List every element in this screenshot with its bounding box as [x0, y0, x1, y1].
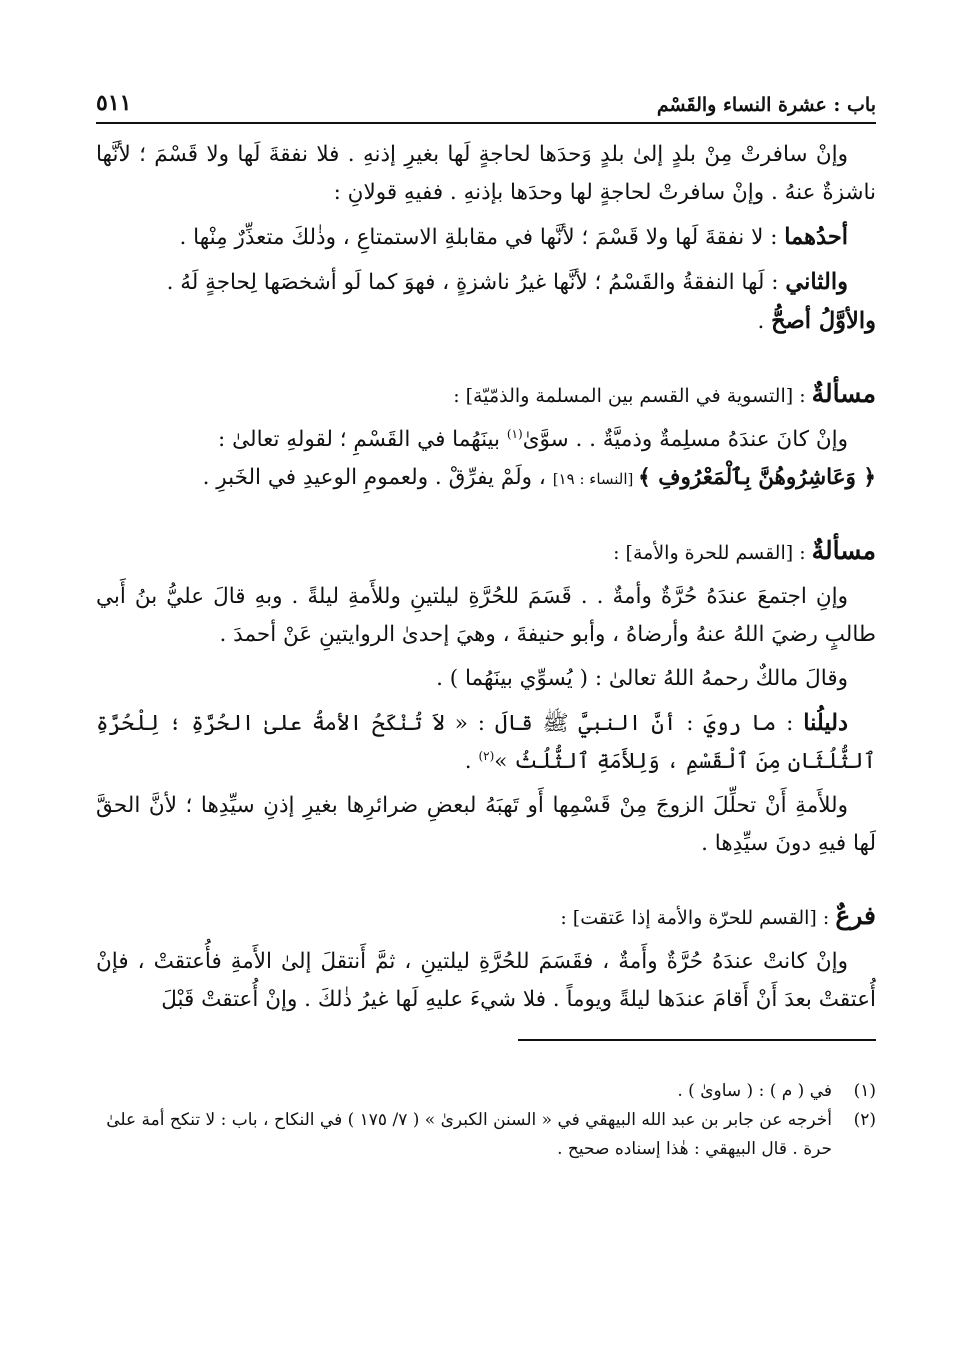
paragraph-travel [96, 136, 876, 212]
paragraph-line: وإنْ سافرتْ مِنْ بلدٍ إلىٰ بلدٍ وَحدَها لحاجةٍ لَها بغيرِ إذنهِ . فلا نفقةَ لَها ولا قَسْمَ ؛ [139, 142, 848, 167]
paragraph-second-opinion [96, 263, 876, 341]
section-heading-far [96, 897, 876, 937]
footnote-text: في ( م ) : ( ساوىٰ ) . [677, 1081, 832, 1101]
far-title: : [القسم للحرّة والأمة إذا عَتقت] : [560, 907, 836, 929]
footnote-ref-1: (١) [506, 426, 523, 441]
paragraph-malik-view: وقالَ مالكٌ رحمهُ اللهُ تعالىٰ : ( يُسوِّي بينَهُما ) . [436, 666, 848, 691]
page-number: ٥١١ [96, 90, 132, 116]
section-heading-masala-1 [96, 375, 876, 415]
preferred-opinion-end: . [757, 309, 772, 334]
first-opinion-text: : لا نفقةَ لَها ولا قَسْمَ ؛ لأنَّها في مقابلةِ الاستمتاعِ ، وذٰلكَ متعذِّرٌ مِنْها . [179, 225, 785, 250]
chapter-title: باب : عشرة النساء والقَسْم [656, 94, 876, 116]
footnote-number: (٢) [853, 1110, 876, 1130]
far-word: فرعٌ [835, 901, 876, 930]
masala-word: مسألةٌ [811, 379, 876, 408]
evidence-text: : ما رويَ : أنَّ النبيَّ ﷺ قالَ : « لاَ تُنْكَحُ الأمةُ علىٰ الحُرَّةِ ؛ لِلْحُرَّةِ ٱلثُّلُثَانِ مِنَ ٱلْقَسْمِ ، وَلِلأَمَةِ ٱلثُّلُثُ » [96, 711, 876, 774]
evidence-label: دليلُنا [803, 710, 849, 736]
section-heading-masala-2 [96, 532, 876, 572]
verse-citation: [النساء : ١٩] [552, 470, 639, 488]
paragraph-emancipation: وإنْ كانتْ عندَهُ حُرَّةٌ وأَمةٌ ، فقَسَمَ للحُرَّةِ ليلتينِ ، ثمَّ أَنتقلَ إلىٰ الأَمةِ فأُعتقتْ ، فإنْ أُعتقتْ بعدَ أَنْ أَقامَ عندَها ليلةً ويوماً . فلا شيءَ عليهِ لَها غيرُ ذٰلكَ . وإنْ أُعتقتْ قَبْلَ [96, 949, 876, 1012]
preferred-opinion: والأوَّلُ أصحُّ [771, 308, 876, 334]
footnote-ref-2: (٢) [478, 748, 495, 763]
main-text [96, 136, 876, 1164]
footnote-divider [518, 1039, 876, 1041]
footnote-number: (١) [853, 1081, 876, 1101]
footnote-2 [96, 1106, 876, 1164]
masala-title: : [القسم للحرة والأمة] : [613, 542, 812, 564]
paragraph-evidence [96, 704, 876, 781]
paragraph-line: لأنَّها ناشزةٌ عنهُ . وإنْ سافرتْ لحاجةٍ لها وحدَها بإذنهِ . ففيهِ قولانِ : [96, 142, 876, 205]
evidence-end: . [464, 749, 479, 774]
paragraph-text: بينَهُما في القَسْمِ ؛ لقولهِ تعالىٰ : [218, 427, 507, 452]
page-header [96, 82, 876, 124]
paragraph-muslim-dhimmi [96, 421, 876, 498]
footnotes [96, 1077, 876, 1164]
masala-word: مسألةٌ [811, 536, 876, 565]
paragraph-slave-right: وللأَمةِ أَنْ تحلِّلَ الزوجَ مِنْ قَسْمِها أَو تَهبَهُ لبعضِ ضرائرِها بغيرِ إذنِ سيِّدِها ؛ لأنَّ الحقَّ لَها فيهِ دونَ سيِّدِها . [96, 793, 876, 856]
quran-verse: ﴿ وَعَاشِرُوهُنَّ بِٱلْمَعْرُوفِ ﴾ [638, 465, 876, 490]
masala-title: : [التسوية في القسم بين المسلمة والذمّيّة] : [453, 385, 812, 407]
paragraph-free-and-slave: وإنِ اجتمعَ عندَهُ حُرَّةٌ وأمةٌ . . قَسَمَ للحُرَّةِ ليلتينِ وللأَمةِ ليلةً . وبهِ قالَ عليُّ بنُ أَبي طالبٍ رضيَ اللهُ عنهُ وأرضاهُ ، وأبو حنيفةَ ، وهيَ إحدىٰ الروايتينِ عَنْ أحمدَ . [96, 584, 876, 647]
footnote-1 [96, 1077, 876, 1106]
paragraph-text: ، ولَمْ يفرِّقْ . ولعمومِ الوعيدِ في الخَبرِ . [202, 465, 553, 490]
paragraph-text: وإنْ كانَ عندَهُ مسلِمةٌ وذميَّةٌ . . سوَّىٰ [522, 427, 848, 452]
footnote-text: أخرجه عن جابر بن عبد الله البيهقي في « السنن الكبرىٰ » ( ٧/ ١٧٥ ) في النكاح ، باب : لا تنكح أمة علىٰ حرة . قال البيهقي : هٰذا إسناده صحيح . [106, 1110, 832, 1159]
book-page [96, 82, 876, 1164]
first-opinion-label: أحدُهما [784, 224, 848, 250]
second-opinion-label: والثاني [785, 269, 848, 295]
second-opinion-text: : لَها النفقةُ والقَسْمُ ؛ لأنَّها غيرُ ناشزةٍ ، فهوَ كما لَو أشخصَها لِحاجةٍ لَهُ . [166, 270, 786, 295]
paragraph-first-opinion [96, 218, 876, 257]
